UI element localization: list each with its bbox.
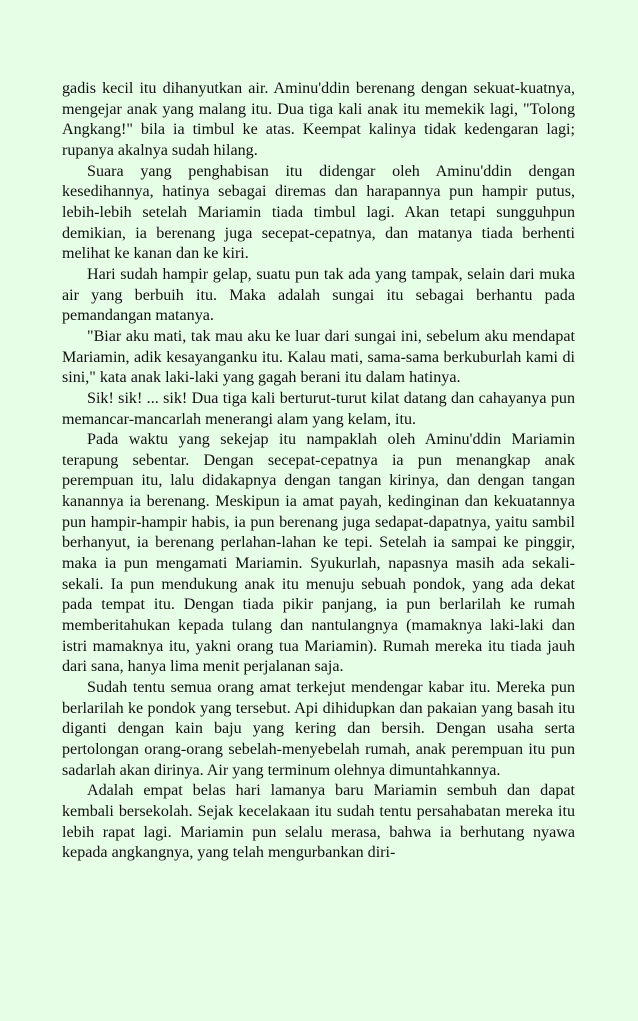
paragraph-1: gadis kecil itu dihanyutkan air. Aminu'ddin berenang dengan sekuat-kuatnya, mengejar anak yang malang itu. Dua tiga kali anak itu memekik lagi, "Tolong Angkang!" bila ia timbul ke atas. Keempat kalinya tidak kedengaran lagi; rupanya akalnya sudah hilang. xyxy=(62,80,575,159)
paragraph-2: Suara yang penghabisan itu didengar oleh Aminu'ddin dengan kesedihannya, hatinya sebagai diremas dan harapannya pun hampir putus, lebih-lebih setelah Mariamin tiada timbul lagi. Akan tetapi sungguhpun demikian, ia berenang juga secepat-cepatnya, dan matanya tiada berhenti melihat ke kanan dan ke kiri. xyxy=(62,162,575,263)
paragraph-7: Sudah tentu semua orang amat terkejut mendengar kabar itu. Mereka pun berlarilah ke pondok yang tersebut. Api dihidupkan dan pakaian yang basah itu diganti dengan kain baju yang kering dan bersih. Dengan usaha serta pertolongan orang-orang sebelah-menyebelah rumah, anak perempuan itu pun sadarlah akan dirinya. Air yang terminum olehnya dimuntahkannya. xyxy=(62,679,575,779)
paragraph-6: Pada waktu yang sekejap itu nampaklah oleh Aminu'ddin Mariamin terapung sebentar. Dengan secepat-cepatnya ia pun menangkap anak perempuan itu, lalu didakapnya dengan tangan kirinya, dan dengan tangan kanannya ia berenang. Meskipun ia amat payah, kedinginan dan kekuatannya pun hampir-hampir habis, ia pun berenang juga sedapat-dapatnya, yaitu sambil berhanyut, ia berenang perlahan-lahan ke tepi. Setelah ia sampai ke pinggir, maka ia pun mengamati Mariamin. Syukurlah, napasnya masih ada sekali-sekali. Ia pun mendukung anak itu menuju sebuah pondok, yang ada dekat pada tempat itu. Dengan tiada pikir panjang, ia pun berlarilah ke rumah memberitahukan kepada tulang dan nantulangnya (mamaknya laki-laki dan istri mamaknya itu, yakni orang tua Mariamin). Rumah mereka itu tiada jauh dari sana, hanya lima menit perjalanan saja. xyxy=(62,431,575,676)
paragraph-4: "Biar aku mati, tak mau aku ke luar dari sungai ini, sebelum aku mendapat Mariamin, adik kesayanganku itu. Kalau mati, sama-sama berkuburlah kami di sini," kata anak laki-laki yang gagah berani itu dalam hatinya. xyxy=(62,327,575,387)
book-page-text xyxy=(62,79,575,864)
paragraph-5: Sik! sik! ... sik! Dua tiga kali berturut-turut kilat datang dan cahayanya pun memancar-mancarlah menerangi alam yang kelam, itu. xyxy=(62,389,575,428)
paragraph-3: Hari sudah hampir gelap, suatu pun tak ada yang tampak, selain dari muka air yang berbuih itu. Maka adalah sungai itu sebagai berhantu pada pemandangan matanya. xyxy=(62,265,575,325)
paragraph-8: Adalah empat belas hari lamanya baru Mariamin sembuh dan dapat kembali bersekolah. Sejak kecelakaan itu sudah tentu persahabatan mereka itu lebih rapat lagi. Mariamin pun selalu merasa, bahwa ia berhutang nyawa kepada angkangnya, yang telah mengurbankan diri- xyxy=(62,782,575,862)
